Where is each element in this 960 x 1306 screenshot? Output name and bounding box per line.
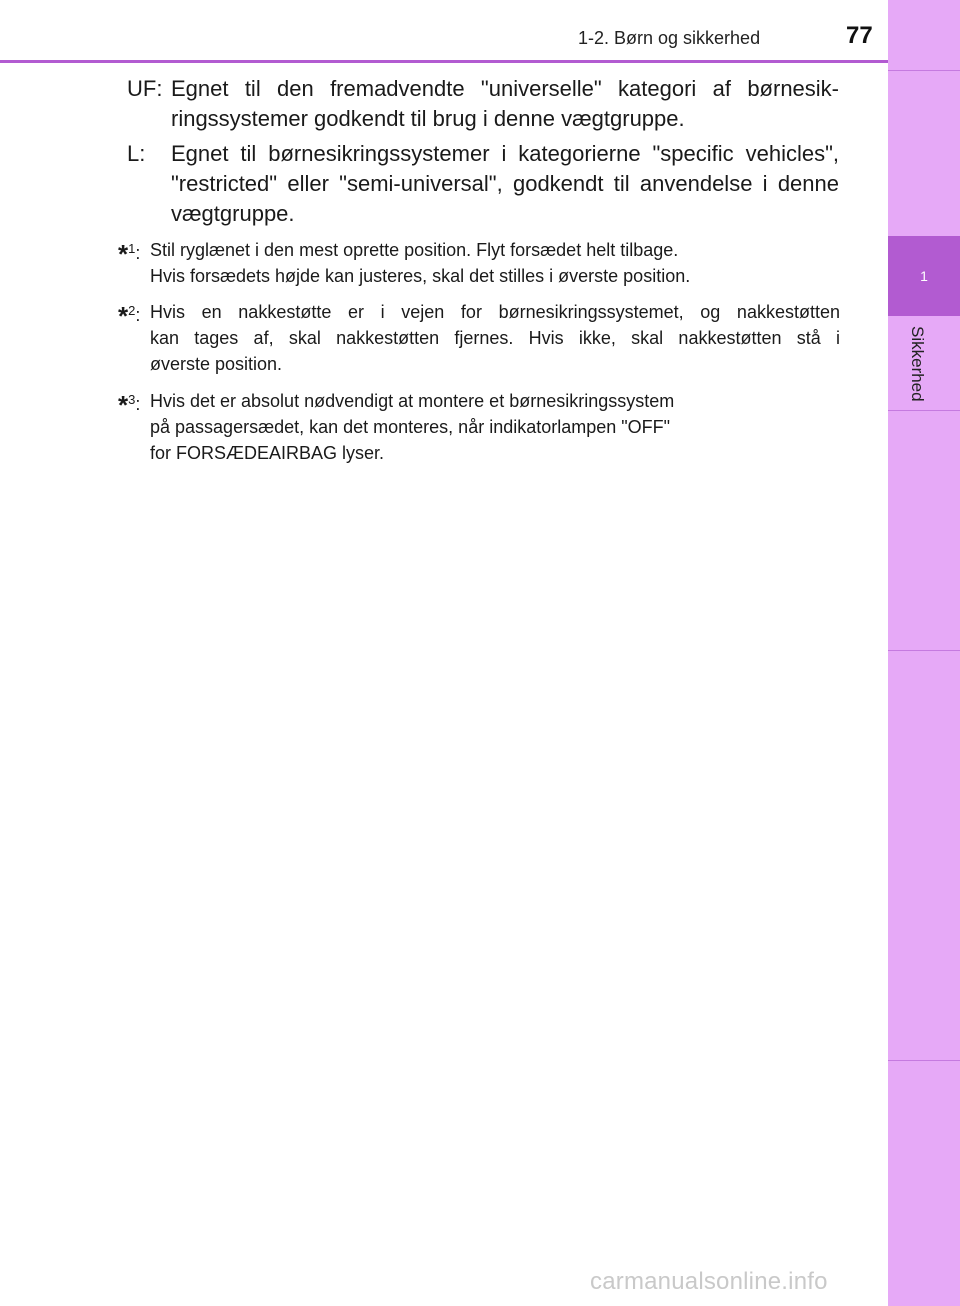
definition-entry-uf	[127, 74, 839, 136]
footnote-line: på passagersædet, kan det monteres, når indikatorlampen "OFF"	[150, 417, 671, 437]
footnote-line: Hvis en nakkestøtte er i vejen for børnesikringssystemet, og nakkestøtten	[150, 302, 840, 322]
entry-code: L:	[127, 141, 146, 166]
chapter-tab[interactable]	[888, 236, 960, 316]
footnote-line: kan tages af, skal nakkestøtten fjernes. Hvis ikke, skal nakkestøtten stå i	[150, 328, 840, 348]
footnote-line: Stil ryglænet i den mest oprette position. Flyt forsædet helt tilbage.	[150, 240, 679, 260]
sidebar-tick	[888, 70, 960, 71]
section-title: 1-2. Børn og sikkerhed	[578, 28, 761, 48]
footnote-text	[150, 237, 840, 289]
footnote-line: for FORSÆDEAIRBAG lyser.	[150, 443, 385, 463]
header-rule	[0, 60, 888, 63]
footnote-marker: *$^3$:	[118, 390, 141, 420]
watermark: carmanualsonline.info	[590, 1268, 828, 1295]
entry-line: Egnet til den fremadvendte "universelle" kategori af børnesik-	[171, 76, 839, 101]
entry-code: UF:	[127, 76, 163, 101]
entry-text	[171, 74, 839, 134]
footnote-line: Hvis det er absolut nødvendigt at montere et børnesikringssystem	[150, 391, 675, 411]
chapter-sidebar	[888, 0, 960, 1306]
page-number: 77	[846, 22, 873, 49]
entry-line: ringssystemer godkendt til brug i denne vægtgruppe.	[171, 106, 685, 131]
footnote-text	[150, 388, 840, 466]
chapter-label: Sikkerhed	[908, 326, 927, 402]
footnote-marker: *$^1$:	[118, 239, 141, 269]
footnote-line: Hvis forsædets højde kan justeres, skal det stilles i øverste position.	[150, 266, 691, 286]
footnote-line: øverste position.	[150, 354, 283, 374]
entry-line: vægtgruppe.	[171, 201, 295, 226]
entry-text	[171, 139, 839, 229]
sidebar-tick	[888, 650, 960, 651]
footnote-text	[150, 299, 840, 377]
sidebar-tick	[888, 1060, 960, 1061]
chapter-number: 1	[920, 268, 928, 284]
definition-entry-l	[127, 139, 839, 231]
footnote-marker: *$^2$:	[118, 301, 141, 331]
entry-line: Egnet til børnesikringssystemer i kategorierne "specific vehicles",	[171, 141, 839, 166]
sidebar-tick	[888, 410, 960, 411]
entry-line: "restricted" eller "semi-universal", godkendt til anvendelse i denne	[171, 171, 839, 196]
